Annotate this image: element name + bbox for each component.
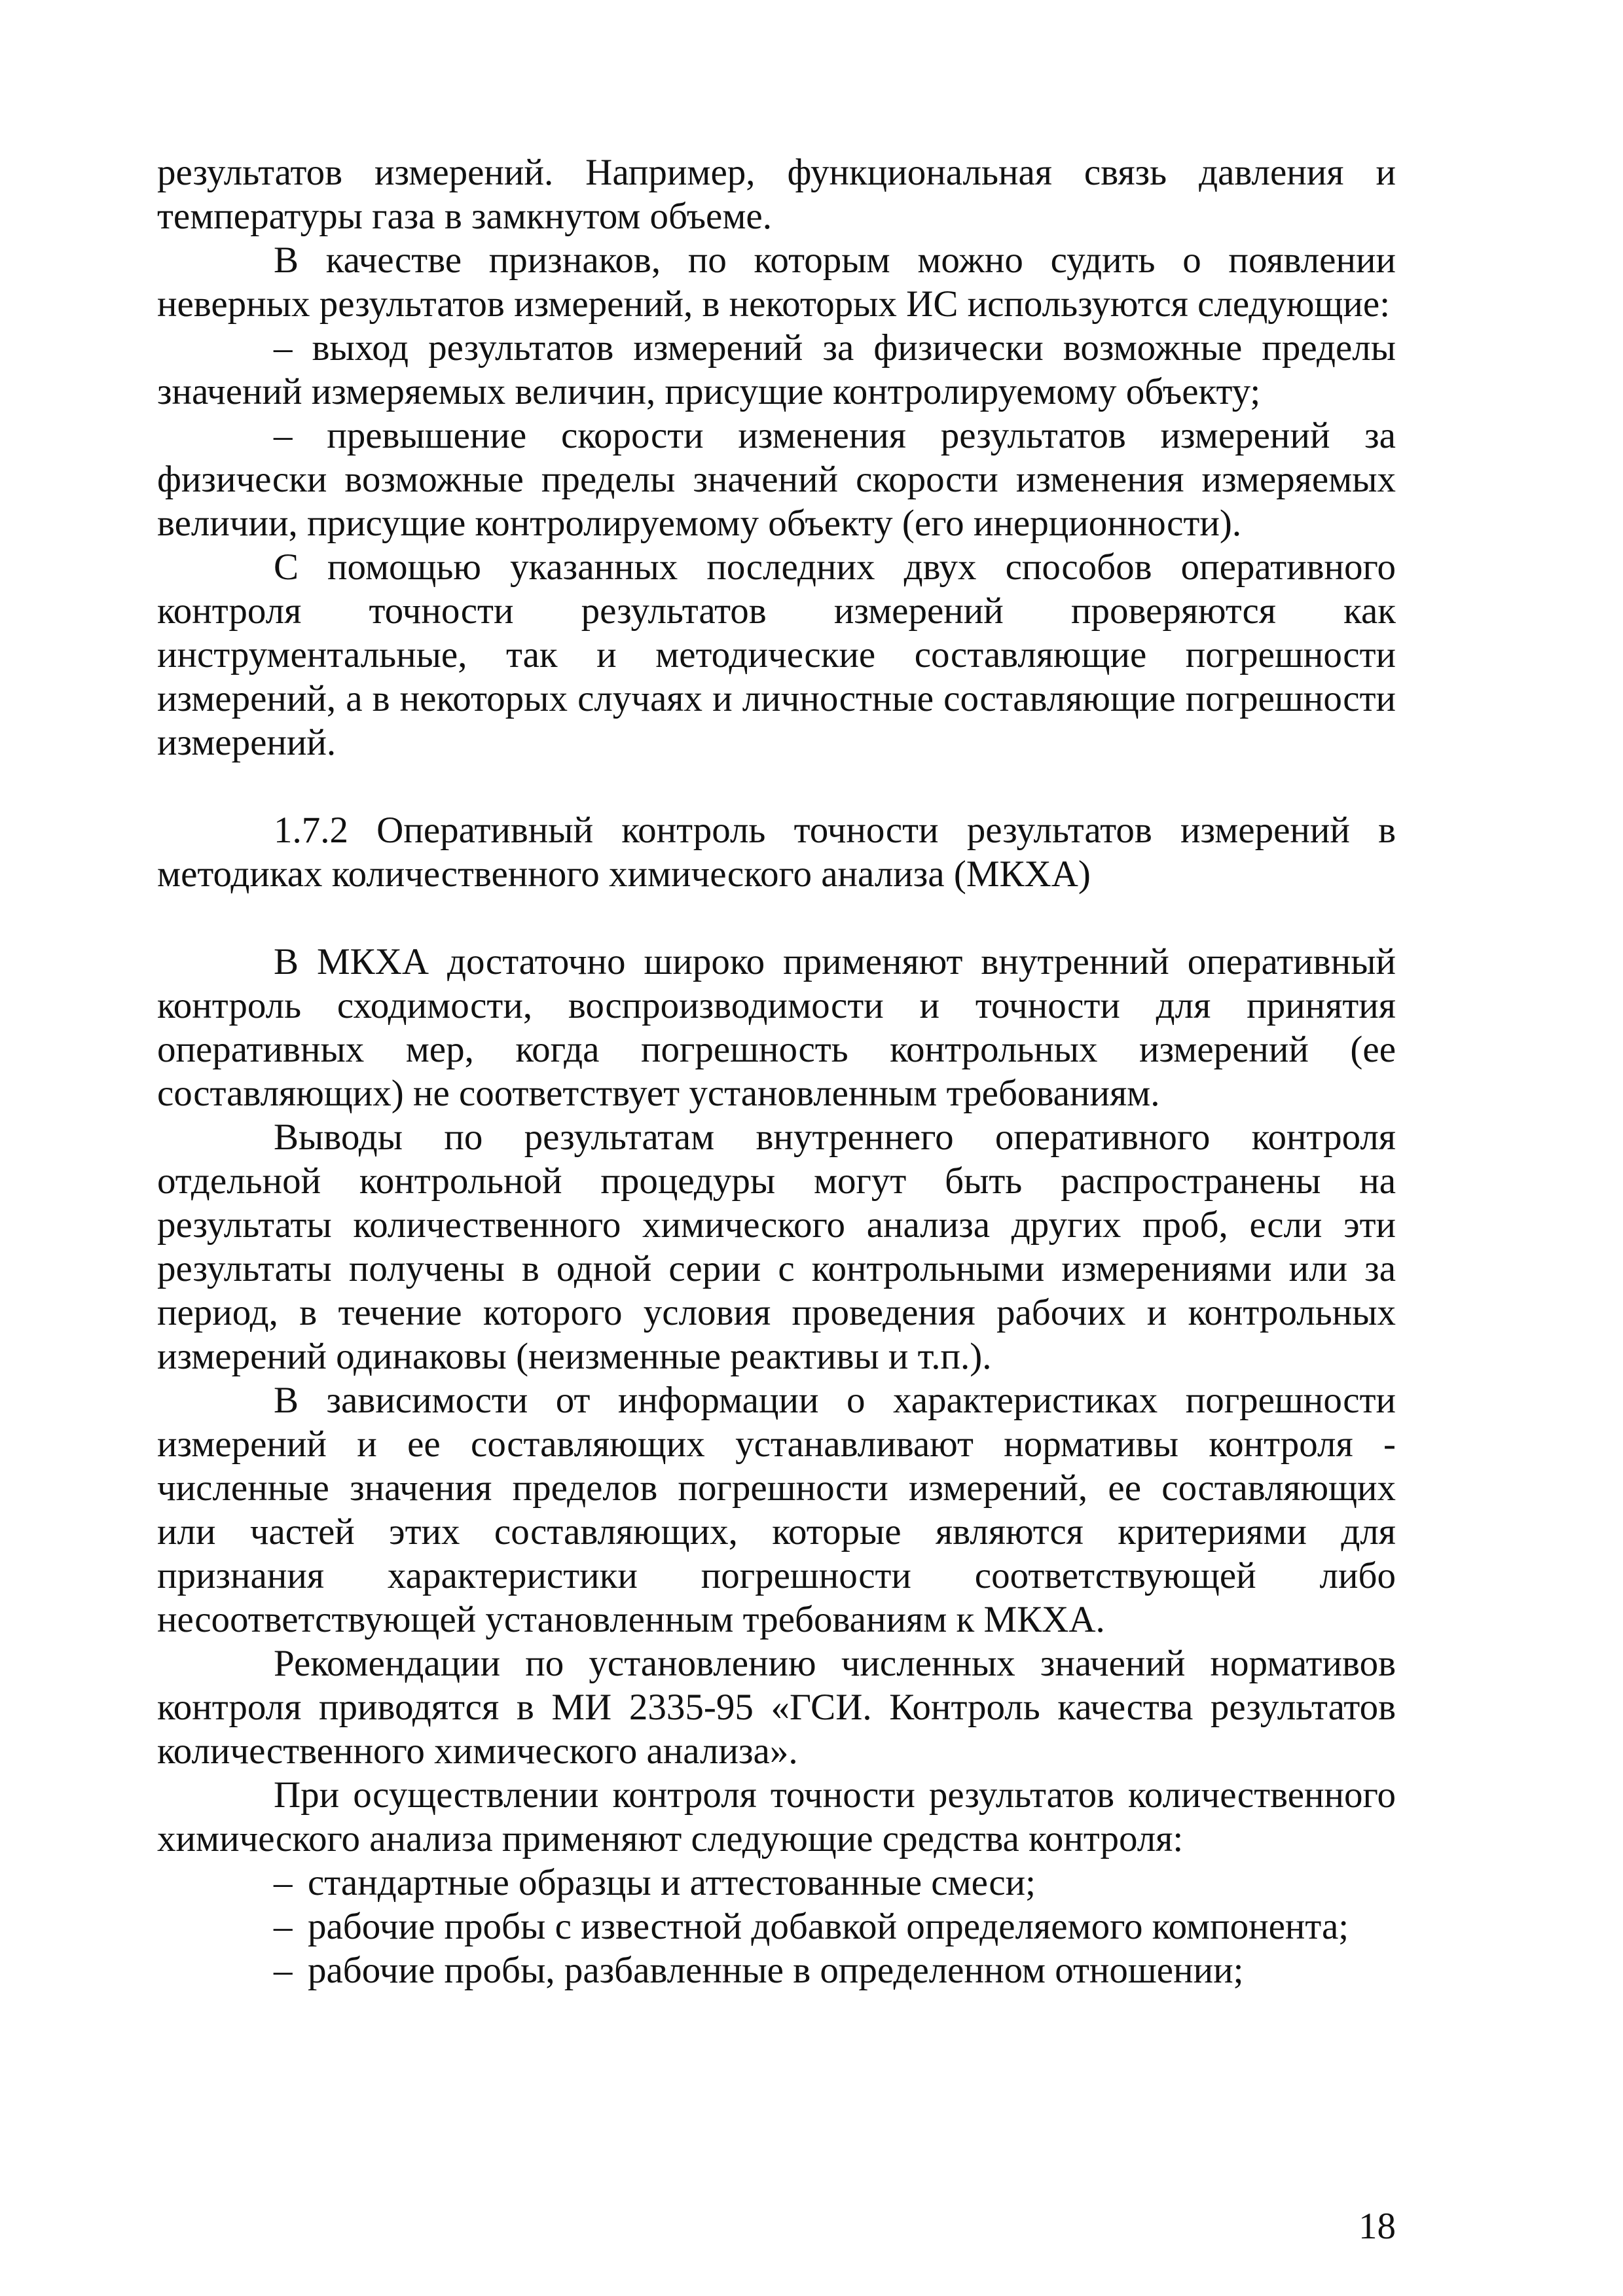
paragraph-methods-summary: С помощью указанных последних двух способов оперативного контроля точности результатов измерений проверяются как инструментальные, так и методические составляющие погрешности измерений, а в некоторых случаях и личностные составляющие погрешности измерений. [157, 547, 1396, 763]
list-item-text: рабочие пробы с известной добавкой определяемого компонента; [308, 1906, 1349, 1947]
paragraph-sign-limits: – выход результатов измерений за физически возможные пределы значений измеряемых величин, присущие контролируемому объекту; [157, 327, 1396, 412]
list-dash: – [274, 1906, 293, 1947]
section-heading: 1.7.2 Оперативный контроль точности результатов измерений в методиках количественного химического анализа (МКХА) [157, 810, 1396, 895]
paragraph-control-means: При осуществлении контроля точности результатов количественного химического анализа применяют следующие средства контроля: [157, 1774, 1396, 1859]
control-means-list [157, 1861, 1396, 1992]
list-item [157, 1948, 1396, 1992]
paragraph-mkha-control: В МКХА достаточно широко применяют внутренний оперативный контроль сходимости, воспроизводимости и точности для принятия оперативных мер, когда погрешность контрольных измерений (ее составляющих) не соответствует установленным требованиям. [157, 941, 1396, 1114]
list-item-text: рабочие пробы, разбавленные в определенном отношении; [308, 1950, 1244, 1991]
page-number: 18 [1359, 2206, 1396, 2247]
list-item-text: стандартные образцы и аттестованные смеси; [308, 1862, 1036, 1903]
paragraph-recommendations: Рекомендации по установлению численных значений нормативов контроля приводятся в МИ 2335-95 «ГСИ. Контроль качества результатов количественного химического анализа». [157, 1643, 1396, 1772]
document-page [157, 151, 1396, 1992]
list-item [157, 1861, 1396, 1905]
paragraph-signs-intro: В качестве признаков, по которым можно судить о появлении неверных результатов измерений, в некоторых ИС используются следующие: [157, 240, 1396, 325]
list-dash: – [274, 1950, 293, 1991]
list-item [157, 1905, 1396, 1948]
list-dash: – [274, 1862, 293, 1903]
paragraph-conclusions: Выводы по результатам внутреннего оперативного контроля отдельной контрольной процедуры могут быть распространены на результаты количественного химического анализа других проб, если эти результаты получены в одной серии с контрольными измерениями или за период, в течение которого условия проведения рабочих и контрольных измерений одинаковы (неизменные реактивы и т.п.). [157, 1117, 1396, 1377]
paragraph-continuation: результатов измерений. Например, функциональная связь давления и температуры газа в замкнутом объеме. [157, 152, 1396, 237]
paragraph-norms: В зависимости от информации о характеристиках погрешности измерений и ее составляющих устанавливают нормативы контроля - численные значения пределов погрешности измерений, ее составляющих или частей этих составляющих, которые являются критериями для признания характеристики погрешности соответствующей либо несоответствующей установленным требованиям к МКХА. [157, 1380, 1396, 1640]
paragraph-sign-rate: – превышение скорости изменения результатов измерений за физически возможные пределы значений скорости изменения измеряемых величии, присущие контролируемому объекту (его инерционности). [157, 415, 1396, 544]
